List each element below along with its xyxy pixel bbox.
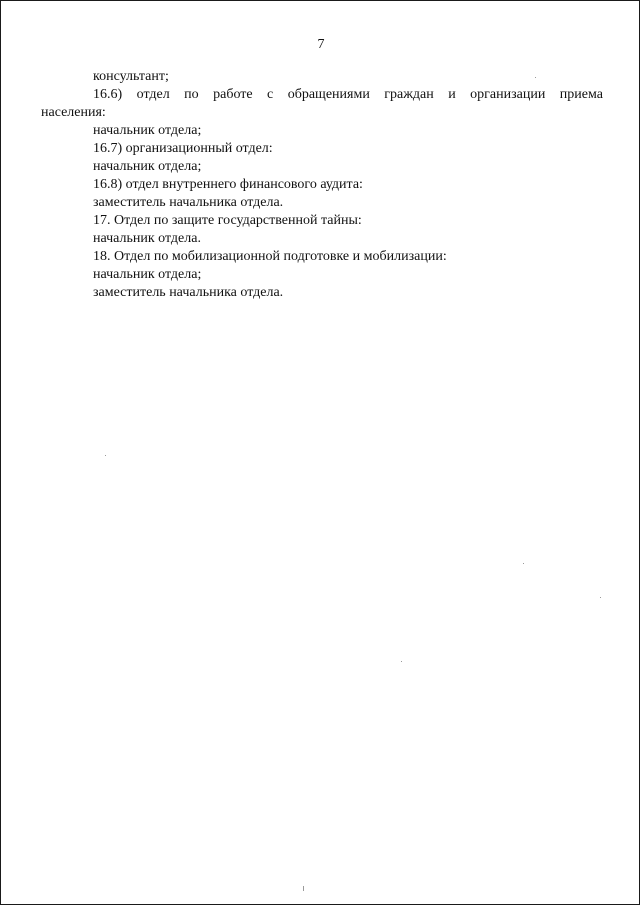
page-number: 7 — [317, 37, 325, 52]
scan-speck — [105, 455, 106, 456]
word: обращениями — [287, 87, 370, 102]
text-line-head-2: начальник отдела; — [93, 159, 202, 174]
text-line-head-1: начальник отдела; — [93, 123, 202, 138]
text-line-deputy-1: заместитель начальника отдела. — [93, 195, 284, 210]
document-body — [41, 68, 603, 302]
text-line-consultant: консультант; — [93, 69, 169, 84]
text-line-head-4: начальник отдела; — [93, 267, 202, 282]
word: работе — [213, 87, 253, 102]
text-line-16-8: 16.8) отдел внутреннего финансового аудита: — [93, 177, 363, 192]
scan-speck — [523, 563, 524, 564]
word: организации — [470, 87, 546, 102]
word: и — [448, 87, 456, 102]
text-line-head-3: начальник отдела. — [93, 231, 201, 246]
word: отдел — [136, 87, 170, 102]
word: приема — [559, 87, 603, 102]
word: 16.6) — [93, 87, 123, 102]
text-line-deputy-2: заместитель начальника отдела. — [93, 285, 284, 300]
word: с — [267, 87, 274, 102]
scan-speck — [600, 597, 601, 598]
text-line-16-6 — [41, 86, 603, 104]
text-line-population: населения: — [41, 105, 106, 120]
text-line-17: 17. Отдел по защите государственной тайны: — [93, 213, 362, 228]
word: по — [184, 87, 199, 102]
word: граждан — [384, 87, 434, 102]
scan-speck — [303, 886, 304, 891]
scan-speck — [535, 77, 536, 78]
text-line-18: 18. Отдел по мобилизационной подготовке и мобилизации: — [93, 249, 447, 264]
text-line-16-7: 16.7) организационный отдел: — [93, 141, 273, 156]
scan-speck — [401, 661, 402, 662]
